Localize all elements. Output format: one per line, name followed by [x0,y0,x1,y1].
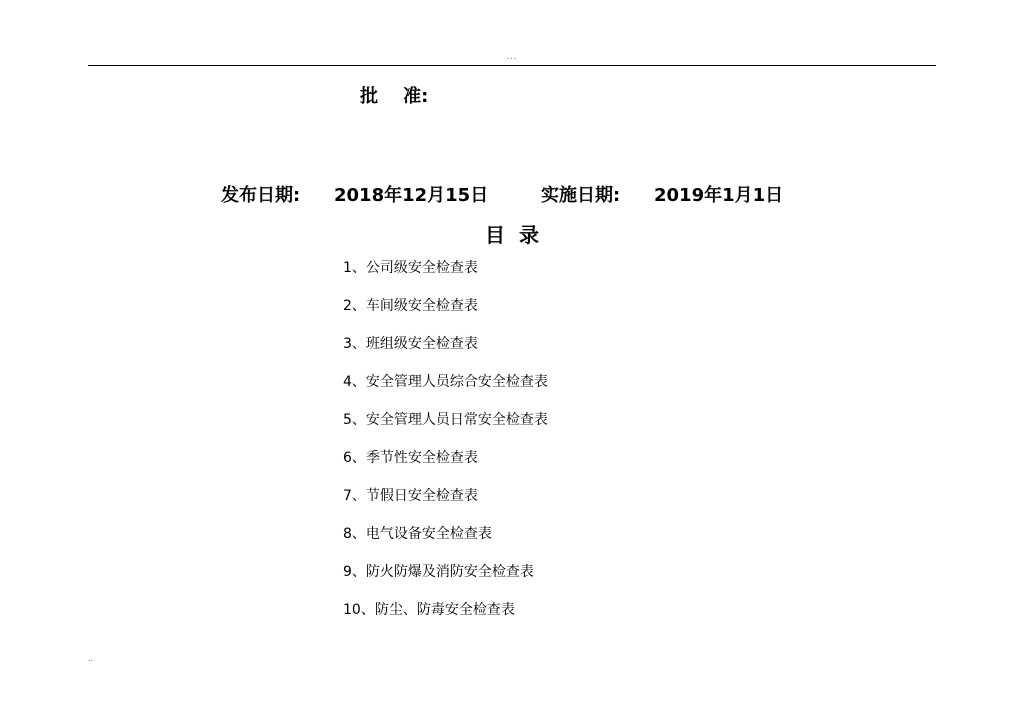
toc-item: 9、防火防爆及消防安全检查表 [343,564,534,580]
toc-item: 7、节假日安全检查表 [343,488,478,504]
toc-list [343,258,548,638]
page-header-mark: ... [506,52,518,61]
toc-item: 4、安全管理人员综合安全检查表 [343,374,548,390]
page-footer-mark: .. [88,654,94,663]
toc-item: 8、电气设备安全检查表 [343,526,492,542]
toc-item: 10、防尘、防毒安全检查表 [343,602,515,618]
toc-item: 1、公司级安全检查表 [343,260,478,276]
release-date-label: 发布日期: [221,185,301,206]
effective-date-value: 2019年1月1日 [654,185,784,206]
approval-label: 批 准: [360,86,429,107]
header-rule [88,65,936,66]
release-date-value: 2018年12月15日 [334,185,489,206]
toc-item: 2、车间级安全检查表 [343,298,478,314]
effective-date-label: 实施日期: [541,185,621,206]
toc-item: 6、季节性安全检查表 [343,450,478,466]
toc-item: 3、班组级安全检查表 [343,336,478,352]
toc-title: 目 录 [485,223,539,247]
toc-item: 5、安全管理人员日常安全检查表 [343,412,548,428]
